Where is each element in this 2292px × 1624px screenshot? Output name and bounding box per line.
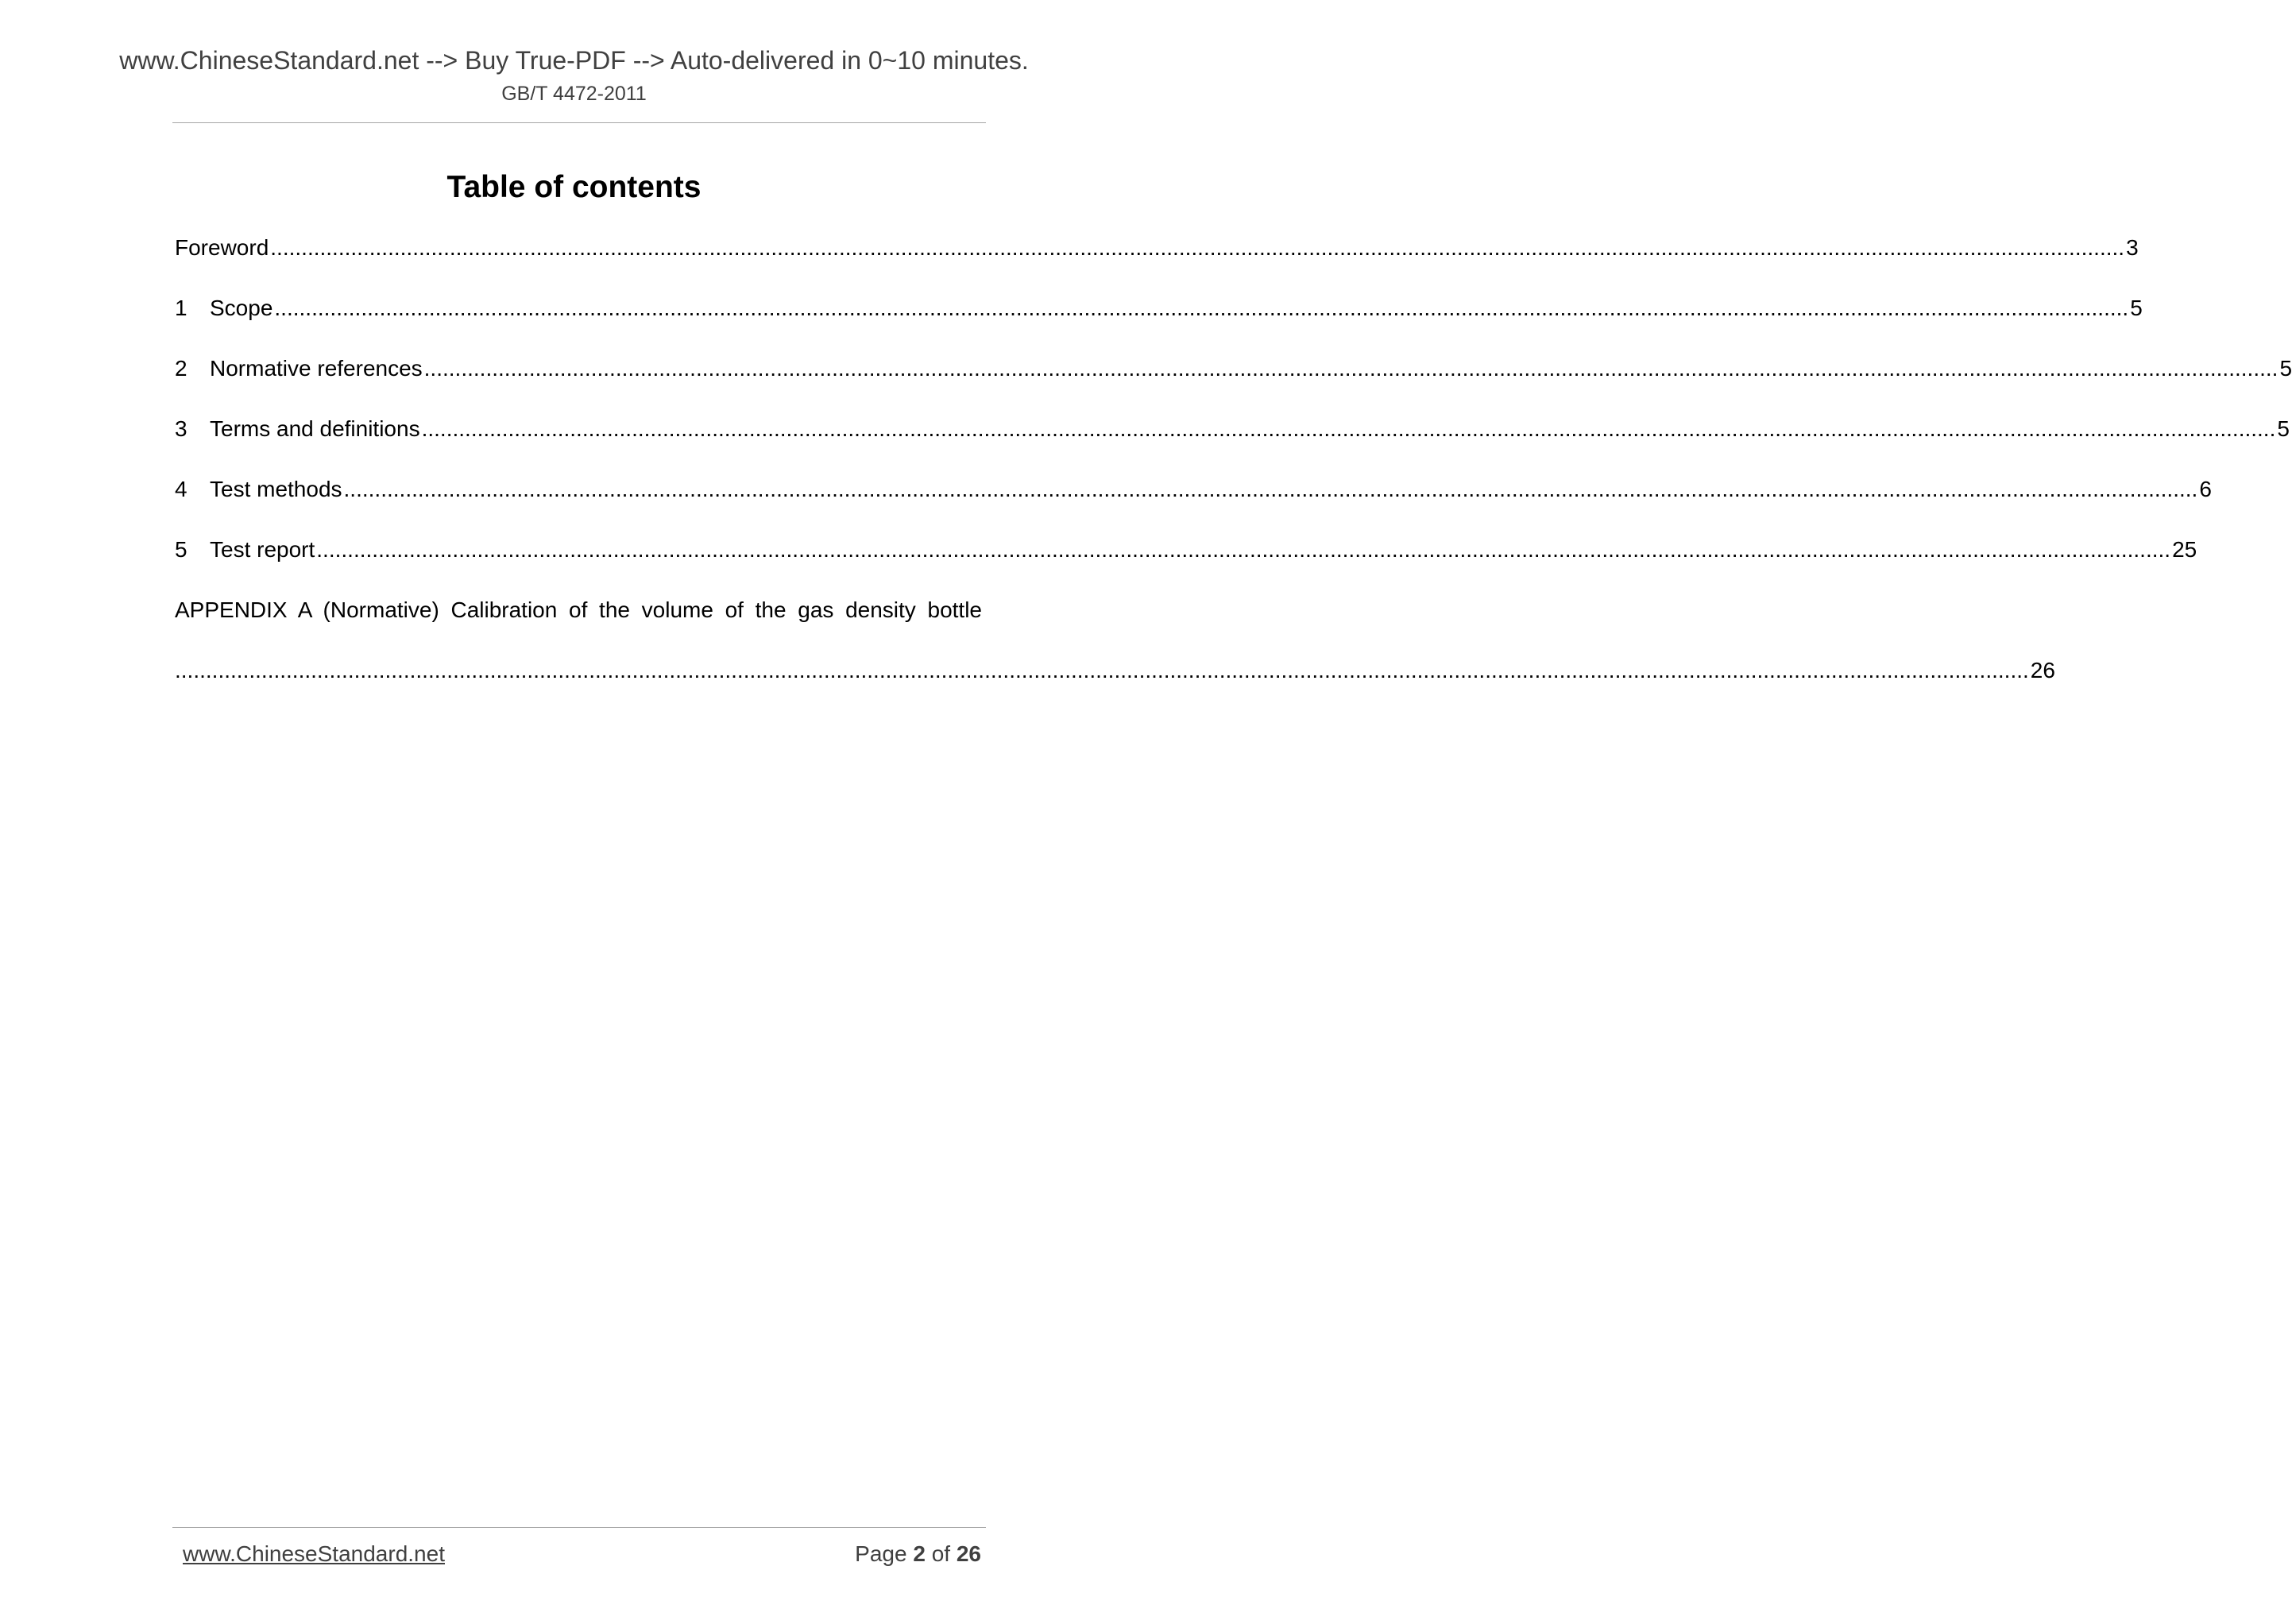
toc-entry-page: 5 <box>2277 416 2290 441</box>
page-total: 26 <box>956 1541 981 1566</box>
toc-entry-label: Foreword <box>175 235 269 260</box>
toc-appendix-label: APPENDIX A (Normative) Calibration of the volume of the gas density bottle <box>175 597 982 622</box>
standard-code: GB/T 4472-2011 <box>501 83 647 105</box>
toc-entry-number: 1 <box>175 296 187 320</box>
toc-entry-number: 3 <box>175 416 187 441</box>
page-of: of <box>931 1541 951 1566</box>
toc-entry-page: 26 <box>2030 658 2055 682</box>
header-divider <box>172 122 986 123</box>
footer-website-link[interactable]: www.ChineseStandard.net <box>183 1541 445 1566</box>
toc-entry-number: 2 <box>175 356 187 381</box>
toc-leader-dots: ............................................................................................................................................................................................................................................................................................................ <box>423 356 2278 381</box>
toc-entry-number: 5 <box>175 537 187 562</box>
toc-entry-appendix-a[interactable] <box>175 594 2055 715</box>
page-prefix: Page <box>855 1541 907 1566</box>
toc-entry-terms-definitions[interactable] <box>175 413 2290 474</box>
toc-leader-dots: ............................................................................................................................................................................................................................................................................................................ <box>274 296 2129 320</box>
toc-entry-label: Normative references <box>210 356 423 381</box>
page-current: 2 <box>913 1541 926 1566</box>
toc-entry-page: 5 <box>2130 296 2143 320</box>
toc-entry-label: Test methods <box>210 477 342 501</box>
toc-leader-dots: ............................................................................................................................................................................................................................................................................................................ <box>175 658 2029 682</box>
toc-entry-page: 3 <box>2126 235 2139 260</box>
toc-entry-normative-references[interactable] <box>175 353 2292 413</box>
toc-entry-label: Test report <box>210 537 315 562</box>
toc-entry-label: Scope <box>210 296 273 320</box>
toc-leader-dots: ............................................................................................................................................................................................................................................................................................................ <box>270 235 2125 260</box>
toc-leader-dots: ............................................................................................................................................................................................................................................................................................................ <box>421 416 2276 441</box>
page-title: Table of contents <box>446 170 702 204</box>
page-number <box>855 1540 981 1568</box>
toc-entry-foreword[interactable] <box>175 232 2139 292</box>
table-of-contents <box>175 232 2292 715</box>
toc-entry-test-methods[interactable] <box>175 474 2212 534</box>
toc-entry-page: 25 <box>2172 537 2197 562</box>
toc-entry-scope[interactable] <box>175 292 2143 353</box>
toc-entry-test-report[interactable] <box>175 534 2197 594</box>
footer-divider <box>172 1527 986 1528</box>
header-banner: www.ChineseStandard.net --> Buy True-PDF --> Auto-delivered in 0~10 minutes. <box>119 46 1029 75</box>
toc-appendix-page-row <box>175 655 2055 715</box>
toc-entry-page: 6 <box>2199 477 2212 501</box>
toc-leader-dots: ............................................................................................................................................................................................................................................................................................................ <box>343 477 2198 501</box>
toc-entry-number: 4 <box>175 477 187 501</box>
toc-entry-page: 5 <box>2279 356 2292 381</box>
toc-entry-label: Terms and definitions <box>210 416 420 441</box>
toc-leader-dots: ............................................................................................................................................................................................................................................................................................................ <box>316 537 2171 562</box>
